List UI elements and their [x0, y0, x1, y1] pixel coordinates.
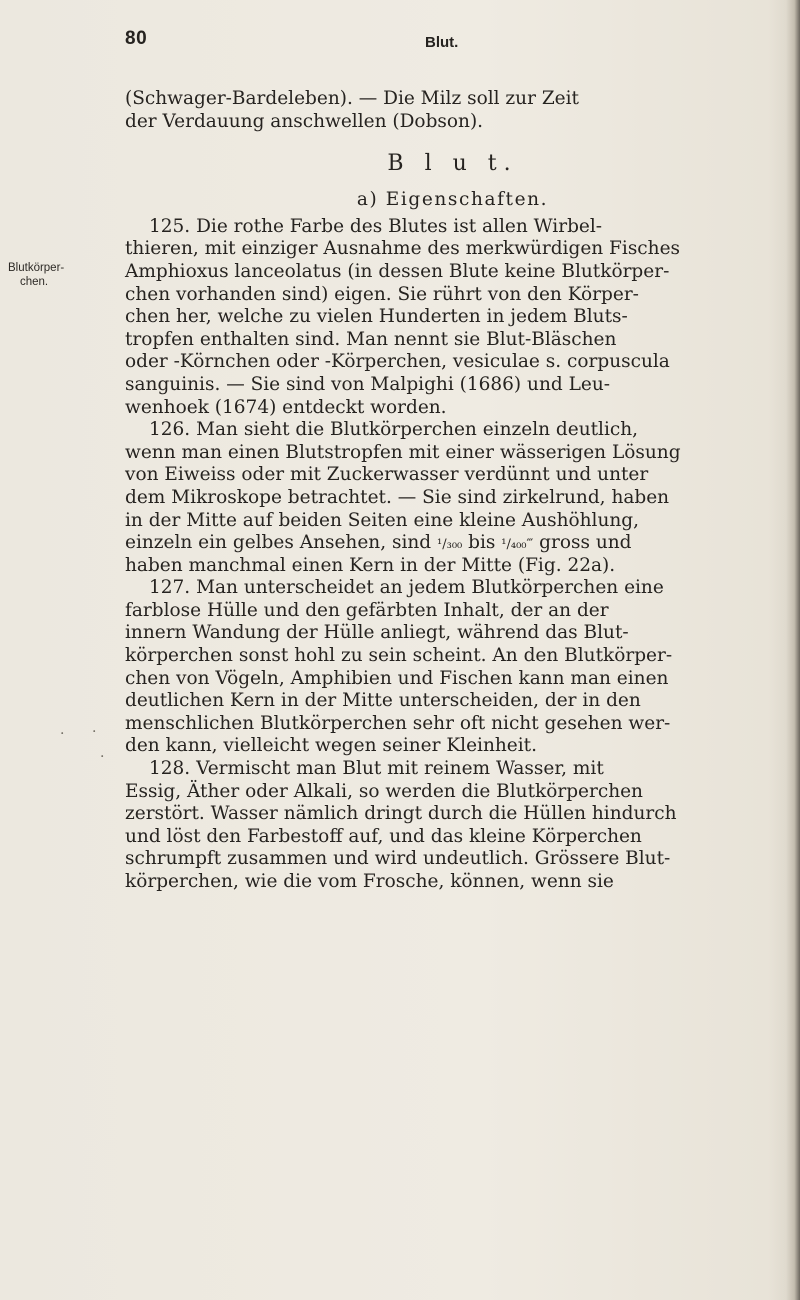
paragraph-126 — [125, 419, 780, 577]
text-line: dem Mikroskope betrachtet. — Sie sind zirkelrund, haben — [125, 486, 670, 508]
text-line: oder -Körnchen oder -Körperchen, vesiculae s. corpuscula — [125, 351, 670, 373]
text-line: tropfen enthalten sind. Man nennt sie Blut-Bläschen — [125, 328, 617, 350]
running-title: Blut. — [425, 34, 459, 51]
print-speck: · — [60, 726, 65, 742]
fraction-size-min: ¹/₃₀₀ — [437, 537, 463, 553]
text-line: deutlichen Kern in der Mitte unterscheiden, der in den — [125, 690, 641, 712]
text-line-with-fractions — [125, 532, 780, 555]
page-number: 80 — [125, 28, 148, 49]
text-line: zerstört. Wasser nämlich dringt durch die Hüllen hindurch — [125, 803, 677, 825]
text-line: wenhoek (1674) entdeckt worden. — [125, 396, 447, 418]
margin-note-line: chen. — [20, 276, 49, 288]
print-speck: · — [100, 749, 105, 765]
text-line: der Verdauung anschwellen (Dobson). — [125, 110, 484, 132]
page-edge-shadow — [786, 0, 800, 1300]
text-line: 128. Vermischt man Blut mit reinem Wasser, mit — [149, 758, 604, 780]
text-line: schrumpft zusammen und wird undeutlich. Grössere Blut- — [125, 848, 671, 870]
text-line: körperchen, wie die vom Frosche, können, wenn sie — [125, 871, 614, 892]
text-line: und löst den Farbestoff auf, und das kleine Körperchen — [125, 825, 642, 847]
text-line: Amphioxus lanceolatus (in dessen Blute keine Blutkörper- — [125, 260, 670, 282]
subsection-title: a) Eigenschaften. — [356, 189, 549, 211]
text-line: 127. Man unterscheidet an jedem Blutkörperchen eine — [149, 577, 664, 599]
paragraph-125 — [125, 216, 780, 419]
text-line: menschlichen Blutkörperchen sehr oft nicht gesehen wer- — [125, 712, 671, 734]
section-title: B l u t. — [387, 151, 518, 177]
running-head — [125, 28, 685, 58]
text-line: chen her, welche zu vielen Hunderten in jedem Bluts- — [125, 306, 628, 328]
text-line: von Eiweiss oder mit Zuckerwasser verdünnt und unter — [125, 464, 649, 486]
text-fragment: bis — [462, 532, 502, 554]
text-line: sanguinis. — Sie sind von Malpighi (1686) und Leu- — [125, 373, 610, 395]
print-speck: · — [92, 724, 97, 740]
text-line: in der Mitte auf beiden Seiten eine kleine Aushöhlung, — [125, 509, 640, 531]
paragraph-128 — [125, 758, 780, 894]
fraction-size-max: ¹/₄₀₀‴ — [501, 537, 534, 553]
text-line: innern Wandung der Hülle anliegt, während das Blut- — [125, 622, 629, 644]
text-line: den kann, vielleicht wegen seiner Kleinheit. — [125, 735, 537, 757]
text-line: 125. Die rothe Farbe des Blutes ist allen Wirbel- — [149, 215, 603, 237]
text-line: 126. Man sieht die Blutkörperchen einzeln deutlich, — [149, 419, 639, 441]
body-text — [125, 88, 780, 894]
text-line: chen vorhanden sind) eigen. Sie rührt von den Körper- — [125, 283, 639, 305]
text-line: thieren, mit einziger Ausnahme des merkwürdigen Fisches — [125, 238, 681, 260]
text-line: haben manchmal einen Kern in der Mitte (Fig. 22a). — [125, 554, 616, 576]
text-line: (Schwager-Bardeleben). — Die Milz soll zur Zeit — [125, 88, 579, 109]
text-line: körperchen sonst hohl zu sein scheint. An den Blutkörper- — [125, 645, 673, 667]
text-line: wenn man einen Blutstropfen mit einer wässerigen Lösung — [125, 441, 681, 463]
margin-note-line: Blutkörper- — [8, 262, 65, 274]
text-fragment: einzeln ein gelbes Ansehen, sind — [125, 532, 438, 554]
text-line: Essig, Äther oder Alkali, so werden die Blutkörperchen — [125, 780, 643, 802]
text-fragment: gross und — [533, 532, 632, 554]
margin-note — [8, 261, 118, 289]
text-line: farblose Hülle und den gefärbten Inhalt, der an der — [125, 599, 609, 621]
paragraph-127 — [125, 577, 780, 758]
text-line: chen von Vögeln, Amphibien und Fischen kann man einen — [125, 667, 669, 689]
